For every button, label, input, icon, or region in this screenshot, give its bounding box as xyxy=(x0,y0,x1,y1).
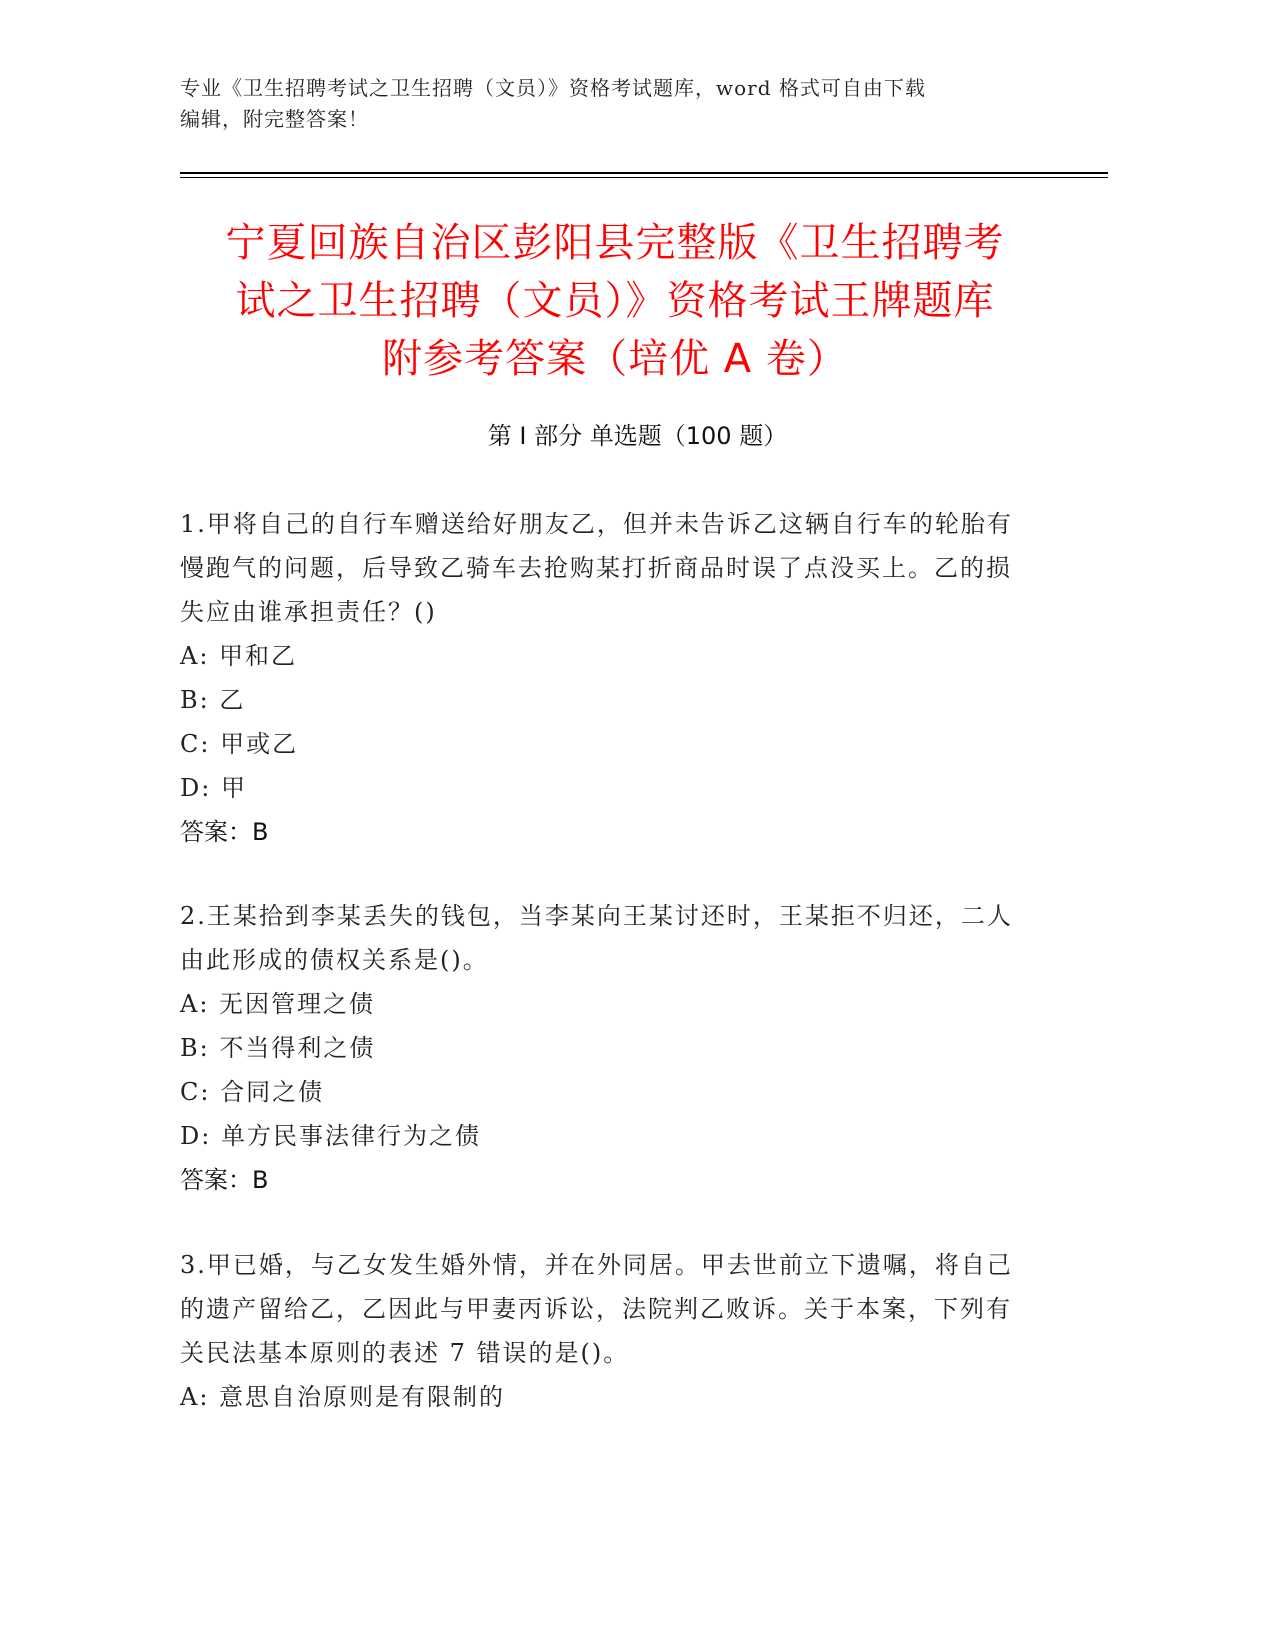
option-b: B: 不当得利之债 xyxy=(180,1034,376,1062)
section-title: 第 I 部分 单选题（100 题） xyxy=(487,422,788,450)
option-a: A: 甲和乙 xyxy=(180,642,298,670)
header-rule-thick xyxy=(180,172,1108,174)
answer-line: 答案：B xyxy=(180,818,269,846)
option-b: B: 乙 xyxy=(180,686,246,714)
option-a: A: 意思自治原则是有限制的 xyxy=(180,1383,506,1411)
option-c: C: 合同之债 xyxy=(180,1078,325,1106)
answer-line: 答案：B xyxy=(180,1166,269,1194)
question-3 xyxy=(180,1243,1030,1419)
header-line-1: 专业《卫生招聘考试之卫生招聘（文员）》资格考试题库，word 格式可自由下载 xyxy=(180,76,926,100)
document-title xyxy=(150,214,1080,388)
title-line-2: 试之卫生招聘（文员）》资格考试王牌题库 xyxy=(235,278,995,324)
header-line-2: 编辑，附完整答案！ xyxy=(180,107,369,131)
question-stem: 2.王某拾到李某丢失的钱包，当李某向王某讨还时，王某拒不归还，二人由此形成的债权关系是()。 xyxy=(180,902,1013,974)
question-stem: 1.甲将自己的自行车赠送给好朋友乙，但并未告诉乙这辆自行车的轮胎有慢跑气的问题，后导致乙骑车去抢购某打折商品时误了点没买上。乙的损失应由谁承担责任？() xyxy=(180,510,1013,626)
question-stem: 3.甲已婚，与乙女发生婚外情，并在外同居。甲去世前立下遗嘱，将自己的遗产留给乙，乙因此与甲妻丙诉讼，法院判乙败诉。关于本案，下列有关民法基本原则的表述 7 错误的是()。 xyxy=(180,1251,1013,1367)
header-rule-thin xyxy=(180,177,1108,178)
question-1 xyxy=(180,502,1030,854)
title-line-3: 附参考答案（培优 A 卷） xyxy=(382,336,848,382)
option-a: A: 无因管理之债 xyxy=(180,990,376,1018)
option-d: D: 甲 xyxy=(180,774,247,802)
option-c: C: 甲或乙 xyxy=(180,730,299,758)
question-2 xyxy=(180,894,1030,1202)
title-line-1: 宁夏回族自治区彭阳县完整版《卫生招聘考 xyxy=(225,220,1005,266)
option-d: D: 单方民事法律行为之债 xyxy=(180,1122,481,1150)
page-header xyxy=(180,73,1040,135)
